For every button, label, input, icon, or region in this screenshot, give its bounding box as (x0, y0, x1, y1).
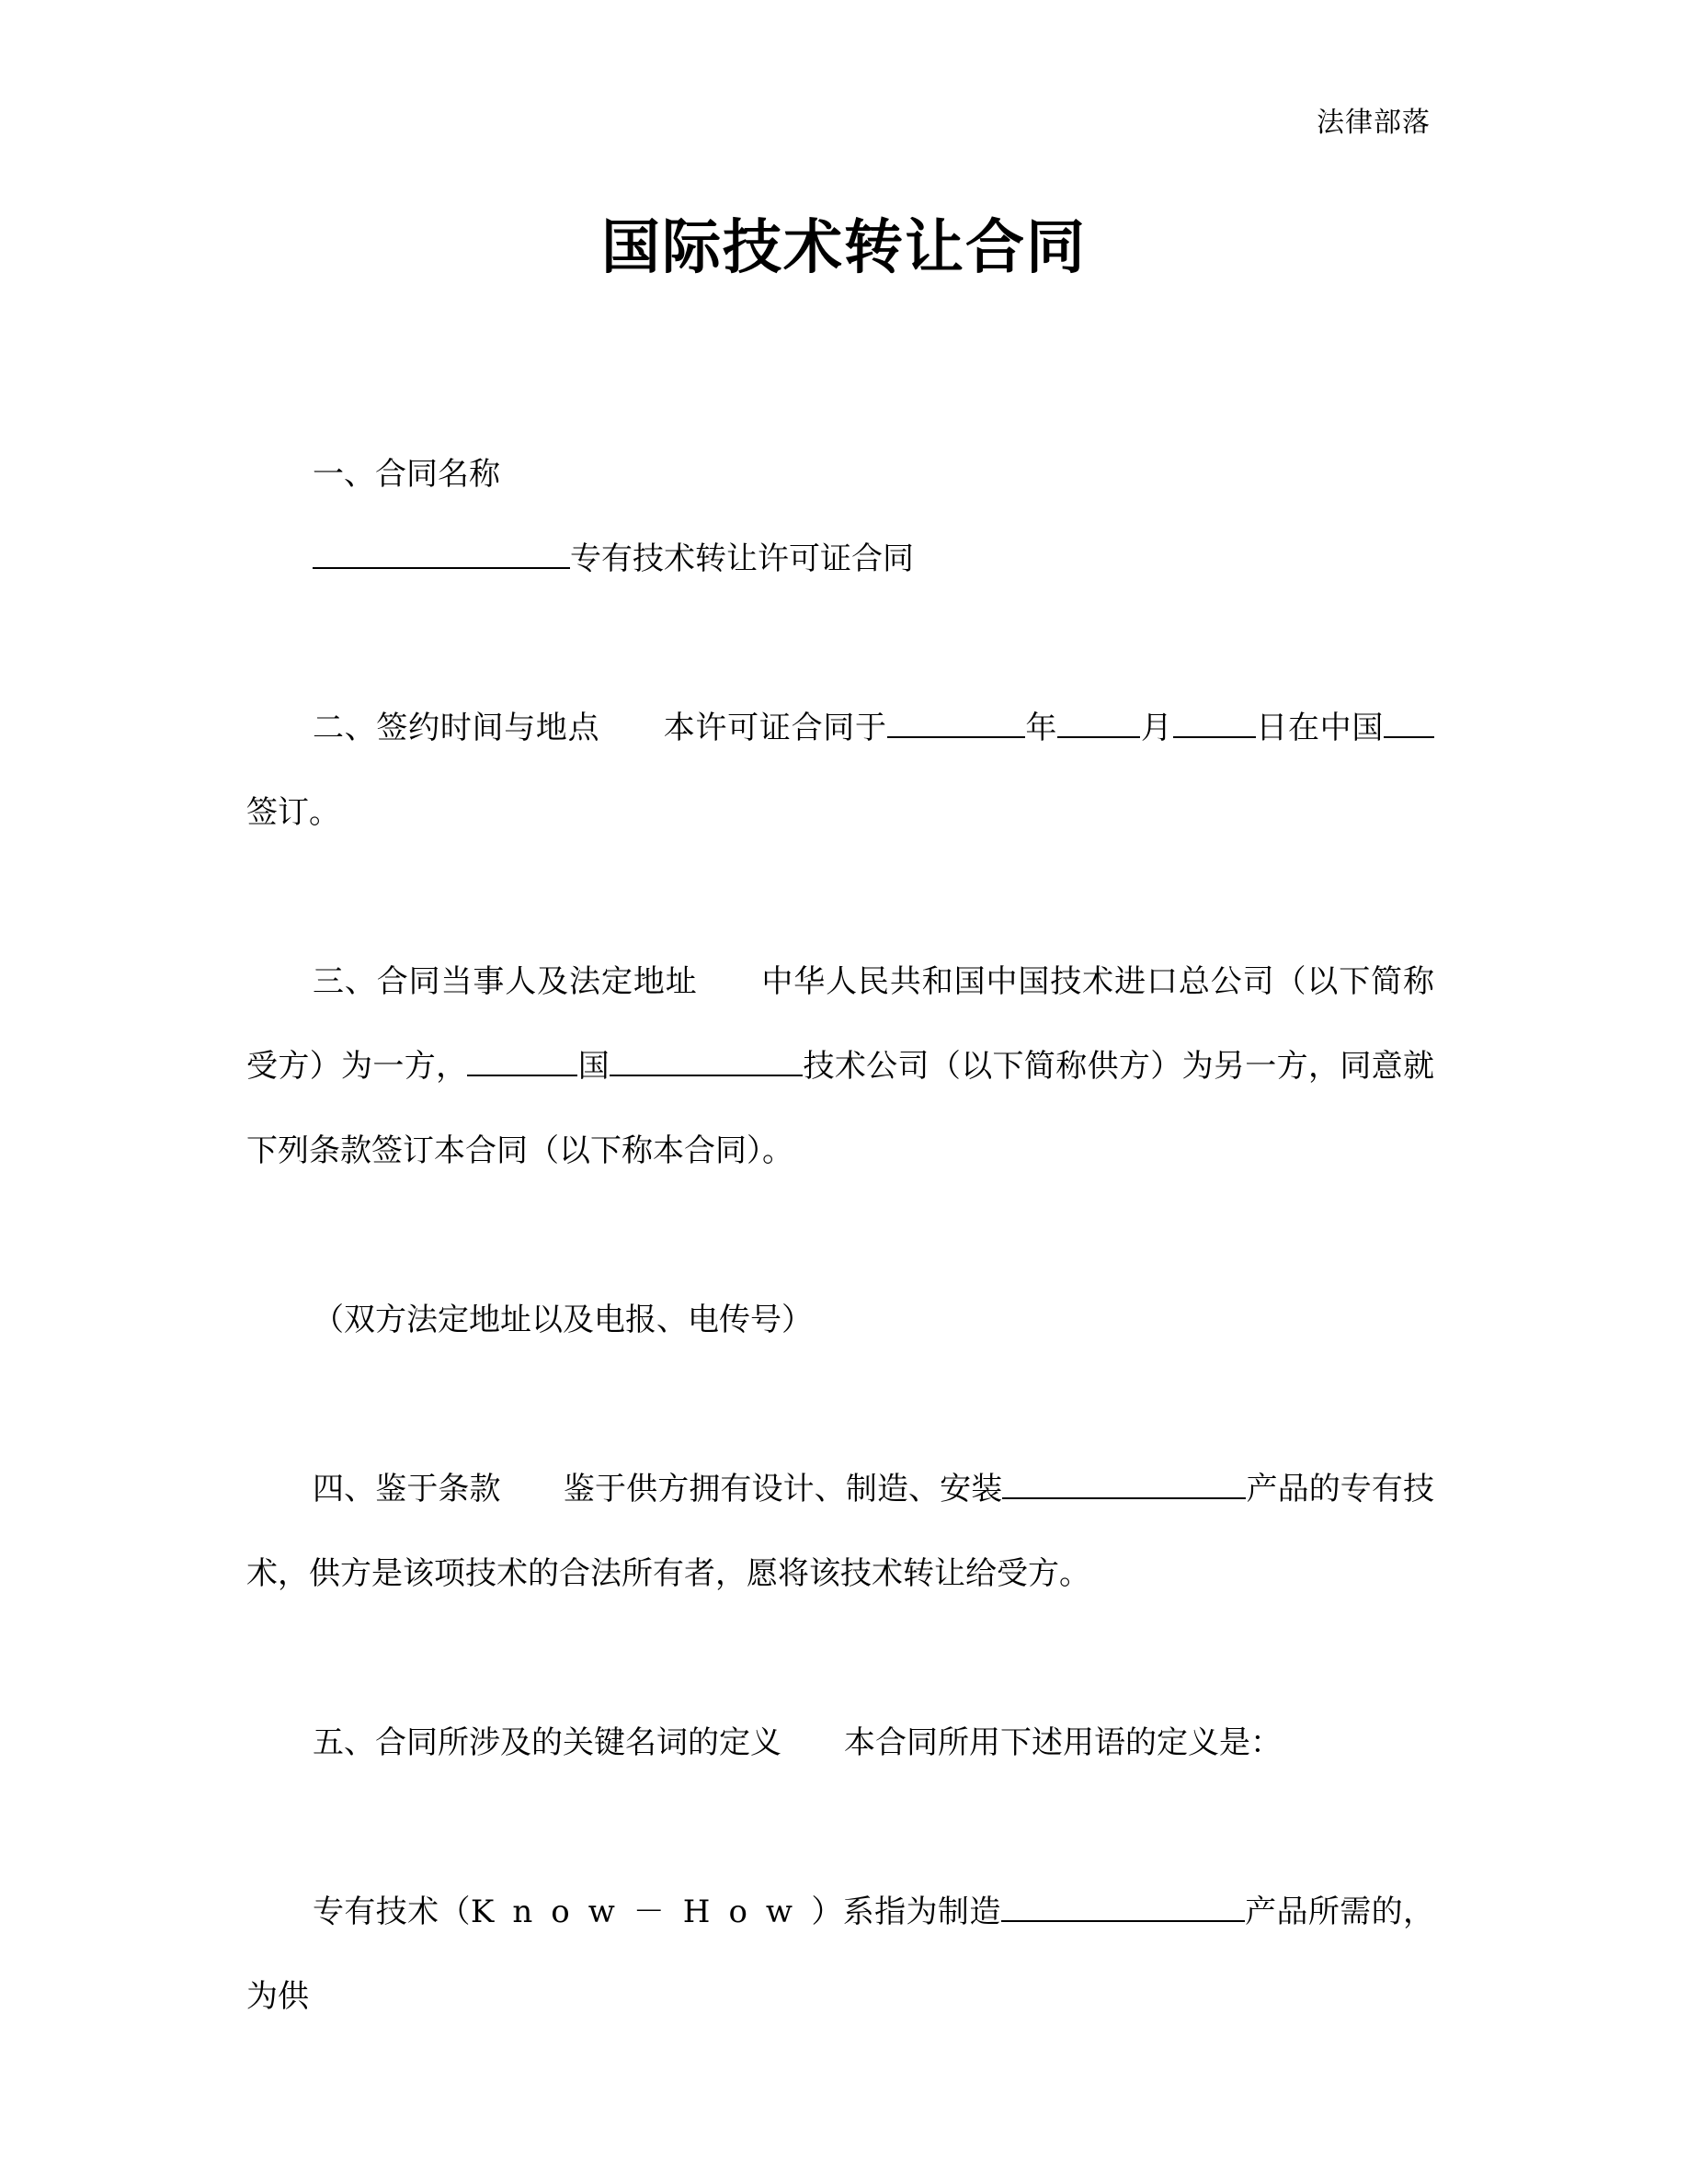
section-3-text-b: 技术公司（以下简称供方）为另一方，同意就下列条款签订本合同（以下称本合同）。 (246, 1048, 1435, 1169)
document-title: 国际技术转让合同 (601, 214, 1087, 282)
section-1-body (246, 517, 1434, 601)
country-blank (467, 1047, 577, 1076)
day-label: 日在中国 (1255, 710, 1385, 746)
product-blank (1002, 1470, 1246, 1499)
place-blank (1384, 709, 1434, 738)
section-4 (246, 1447, 1434, 1616)
year-label: 年 (1024, 710, 1058, 746)
year-blank (887, 709, 1025, 738)
section-3-heading: 三、合同当事人及法定地址 (313, 963, 698, 1000)
section-3 (246, 939, 1434, 1193)
country-label: 国 (577, 1048, 610, 1085)
section-3-text-a: 中华人民共和国中国技术进口总公司（以下简称受方）为一方， (246, 963, 1435, 1085)
company-blank (610, 1047, 803, 1076)
section-2-text-a: 本许可证合同于 (663, 710, 887, 746)
month-label: 月 (1140, 710, 1173, 746)
section-4-text-b: 产品的专有技术，供方是该项技术的合法所有者，愿将该技术转让给受方。 (246, 1471, 1435, 1592)
section-2-tail: 签订。 (246, 794, 340, 831)
section-3-note: （双方法定地址以及电报、电传号） (313, 1302, 813, 1338)
section-2 (246, 686, 1434, 855)
section-1-body-text: 专有技术转让许可证合同 (570, 540, 914, 577)
definition-term: Know－How (470, 1894, 812, 1930)
contract-name-blank (313, 540, 570, 569)
day-blank (1173, 709, 1256, 738)
spacer (246, 1785, 1434, 1870)
definition-text-c: 产品所需的，为供 (246, 1894, 1435, 2015)
spacer (246, 1362, 1434, 1447)
section-2-heading: 二、签约时间与地点 (313, 710, 600, 746)
section-4-text-a: 鉴于供方拥有设计、制造、安装 (563, 1471, 1003, 1507)
section-5-text: 本合同所用下述用语的定义是： (844, 1724, 1282, 1761)
section-1-heading: 一、合同名称 (313, 456, 500, 493)
header-brand: 法律部落 (1317, 107, 1431, 139)
spacer (246, 855, 1434, 939)
spacer (246, 1193, 1434, 1278)
definition-text-b: ）系指为制造 (811, 1894, 1001, 1930)
spacer (246, 601, 1434, 686)
section-5 (246, 1701, 1434, 1785)
section-5-heading: 五、合同所涉及的关键名词的定义 (313, 1724, 781, 1761)
document-body (246, 432, 1434, 2039)
section-5-definition (246, 1870, 1434, 2039)
month-blank (1057, 709, 1140, 738)
definition-product-blank (1001, 1893, 1245, 1922)
spacer (246, 1616, 1434, 1701)
definition-text-a: 专有技术（ (313, 1894, 471, 1930)
section-4-heading: 四、鉴于条款 (313, 1471, 501, 1507)
